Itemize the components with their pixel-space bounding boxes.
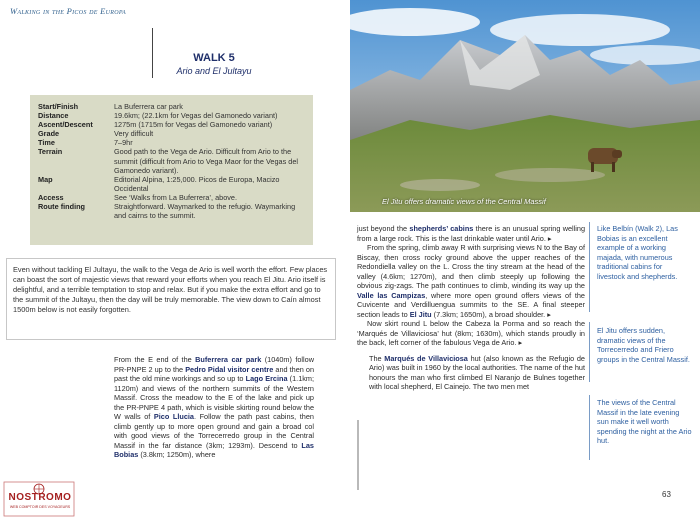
info-key: Start/Finish <box>38 102 79 111</box>
logo-name: NOSTROMO <box>8 492 72 503</box>
middle-column-text <box>357 224 585 392</box>
info-value: See ‘Walks from La Buferrera’, above. <box>114 192 238 202</box>
running-head: Walking in the Picos de Europa <box>10 6 126 16</box>
place-name: El Jitu <box>409 309 432 319</box>
info-row <box>38 138 305 147</box>
info-row <box>38 147 305 174</box>
info-row <box>38 202 305 220</box>
text-run: (1040m) follow PR-PNPE 2 up to the <box>114 355 314 374</box>
text-run: , where more open ground offers views of the Cuvicente and Verdilluengua summits to the SE. A final steeper section leads to <box>357 290 585 319</box>
place-name: Marqués de Villaviciosa <box>384 353 468 363</box>
info-row <box>38 120 305 129</box>
text-run: just beyond the <box>357 224 410 233</box>
text-run: (3.8km; 1250m), where <box>138 450 216 459</box>
info-row <box>38 175 305 193</box>
sidebar-rule <box>589 395 590 460</box>
info-row <box>38 102 305 111</box>
info-key: Ascent/Descent <box>38 120 93 130</box>
place-name: Las Bobias <box>114 440 314 459</box>
info-key: Map <box>38 174 53 184</box>
text-run: (7.3km; 1650m), a broad shoulder. ▸ <box>431 309 551 319</box>
place-name: shepherds’ cabins <box>409 224 474 233</box>
info-value: 19.6km; (22.1km for Vegas del Gamonedo variant) <box>114 111 278 121</box>
place-name: Lago Ercina <box>245 374 288 383</box>
info-row <box>38 193 305 202</box>
left-column-text <box>114 355 314 460</box>
info-key: Route finding <box>38 202 86 212</box>
info-value: 1275m (1715m for Vegas del Gamonedo variant) <box>114 120 273 130</box>
hut-note <box>357 354 585 392</box>
mountain-photo <box>350 0 700 212</box>
walk-subtitle: Ario and El Jultayu <box>176 66 252 76</box>
place-name: Pedro Pidal visitor centre <box>185 364 274 374</box>
sidebar-rule <box>589 222 590 312</box>
paragraph-2 <box>357 243 585 319</box>
text-run: hut (also known as the Refugio de Ario) was built in 1960 by the local authorities. The name of the hut honours the man who first climbed El Naranjo de Bulnes together with local shepherd, El Cainejo. The two men met <box>369 353 585 391</box>
page-number: 63 <box>662 490 671 499</box>
sidebar-note: El Jitu offers sudden, dramatic views of the Torrecerredo and Friero groups in the Central Massif. <box>597 326 690 364</box>
place-name: Buferrera car park <box>195 355 262 364</box>
info-row <box>38 111 305 120</box>
sidebar-note: The views of the Central Massif in the late evening sun make it well worth spending the night at the Ario hut. <box>597 398 692 445</box>
info-value: Good path to the Vega de Ario. Difficult from Ario to the summit (difficult from Ario to Vega Maor for the Vegas del Gamonedo variant). <box>114 147 298 175</box>
text-run: (1.1km; 1120m) and views of the northern summits of the Western Massif. Cross the meadow to the E of the lake and pick up the PR-PNPE 4 path, which is visible skirting round below the W walls of <box>114 374 314 421</box>
info-key: Time <box>38 138 55 148</box>
info-key: Access <box>38 192 64 202</box>
paragraph-3 <box>357 319 585 348</box>
text-run: From the spring, climb away R with surprising views N to the Bay of Biscay, then cross rocky ground above the upper reaches of the Redondiella valley on the L. Cross the tiny stream at the head of the valley (4.6km; 1270m), and then climb steeply up following the obvious zig-zags. The path continues to climb, winding its way up the <box>357 243 585 290</box>
text-run: The <box>369 353 385 363</box>
info-value: 7–9hr <box>114 138 133 148</box>
info-key: Distance <box>38 111 69 121</box>
logo-tagline: WEB COMPTOIR DES VOYAGEURS <box>9 505 71 509</box>
info-value: Straightforward. Waymarked to the refugio. Waymarking and cairns to the summit. <box>114 202 296 221</box>
place-name: Pico Llucia <box>153 412 194 421</box>
place-name: Valle las Campizas <box>357 290 426 300</box>
info-box <box>30 95 313 245</box>
text-run: and then on past the old mine workings and so up to <box>114 364 315 383</box>
info-row <box>38 129 305 138</box>
info-key: Grade <box>38 129 60 139</box>
photo-caption: El Jitu offers dramatic views of the Central Massif <box>382 197 546 206</box>
intro-text: Even without tackling El Jultayu, the walk to the Vega de Ario is well worth the effort. Few places can boast the sort of majestic views that reward your efforts when you reach El Jitu. Ario itself is delightful, and a terrible temptation to stop and relax. But if you make the extra effort and go to the summit of the Jultayu, then the day will be truly memorable. The view down to Caín almost 1500m below is not easily forgotten. <box>6 258 336 340</box>
info-value: Editorial Alpina, 1:25,000. Picos de Europa, Macizo Occidental <box>114 174 280 193</box>
text-run: From the E end of the <box>114 355 196 364</box>
text-run: there is an unusual spring welling from a large rock. This is the last drinkable water until Ario. ▸ <box>357 224 585 243</box>
walk-title: WALK 5 <box>193 52 235 64</box>
sidebar-note: Like Belbín (Walk 2), Las Bobias is an excellent example of a working majada, with numerous traditional cabins for livestock and shepherds. <box>597 224 678 281</box>
text-run: Now skirt round L below the Cabeza la Porma and so reach the ‘Marqués de Villaviciosa’ hut (8km; 1630m), which stands proudly in the back, left corner of the fabulous Vega de Ario. ▸ <box>357 319 585 347</box>
paragraph-1 <box>357 224 585 243</box>
info-value: Very difficult <box>114 129 154 139</box>
hut-note-rule <box>357 420 359 490</box>
info-key: Terrain <box>38 147 63 157</box>
text-run: . Follow the path past cabins, then climb gently up to more open ground and gain a broad col with good views of the Torrecerredo group in the Central Massif in the far distance (3km; 1293m). Descend to <box>114 412 314 450</box>
info-value: La Buferrera car park <box>114 102 183 111</box>
sidebar-rule <box>589 322 590 382</box>
